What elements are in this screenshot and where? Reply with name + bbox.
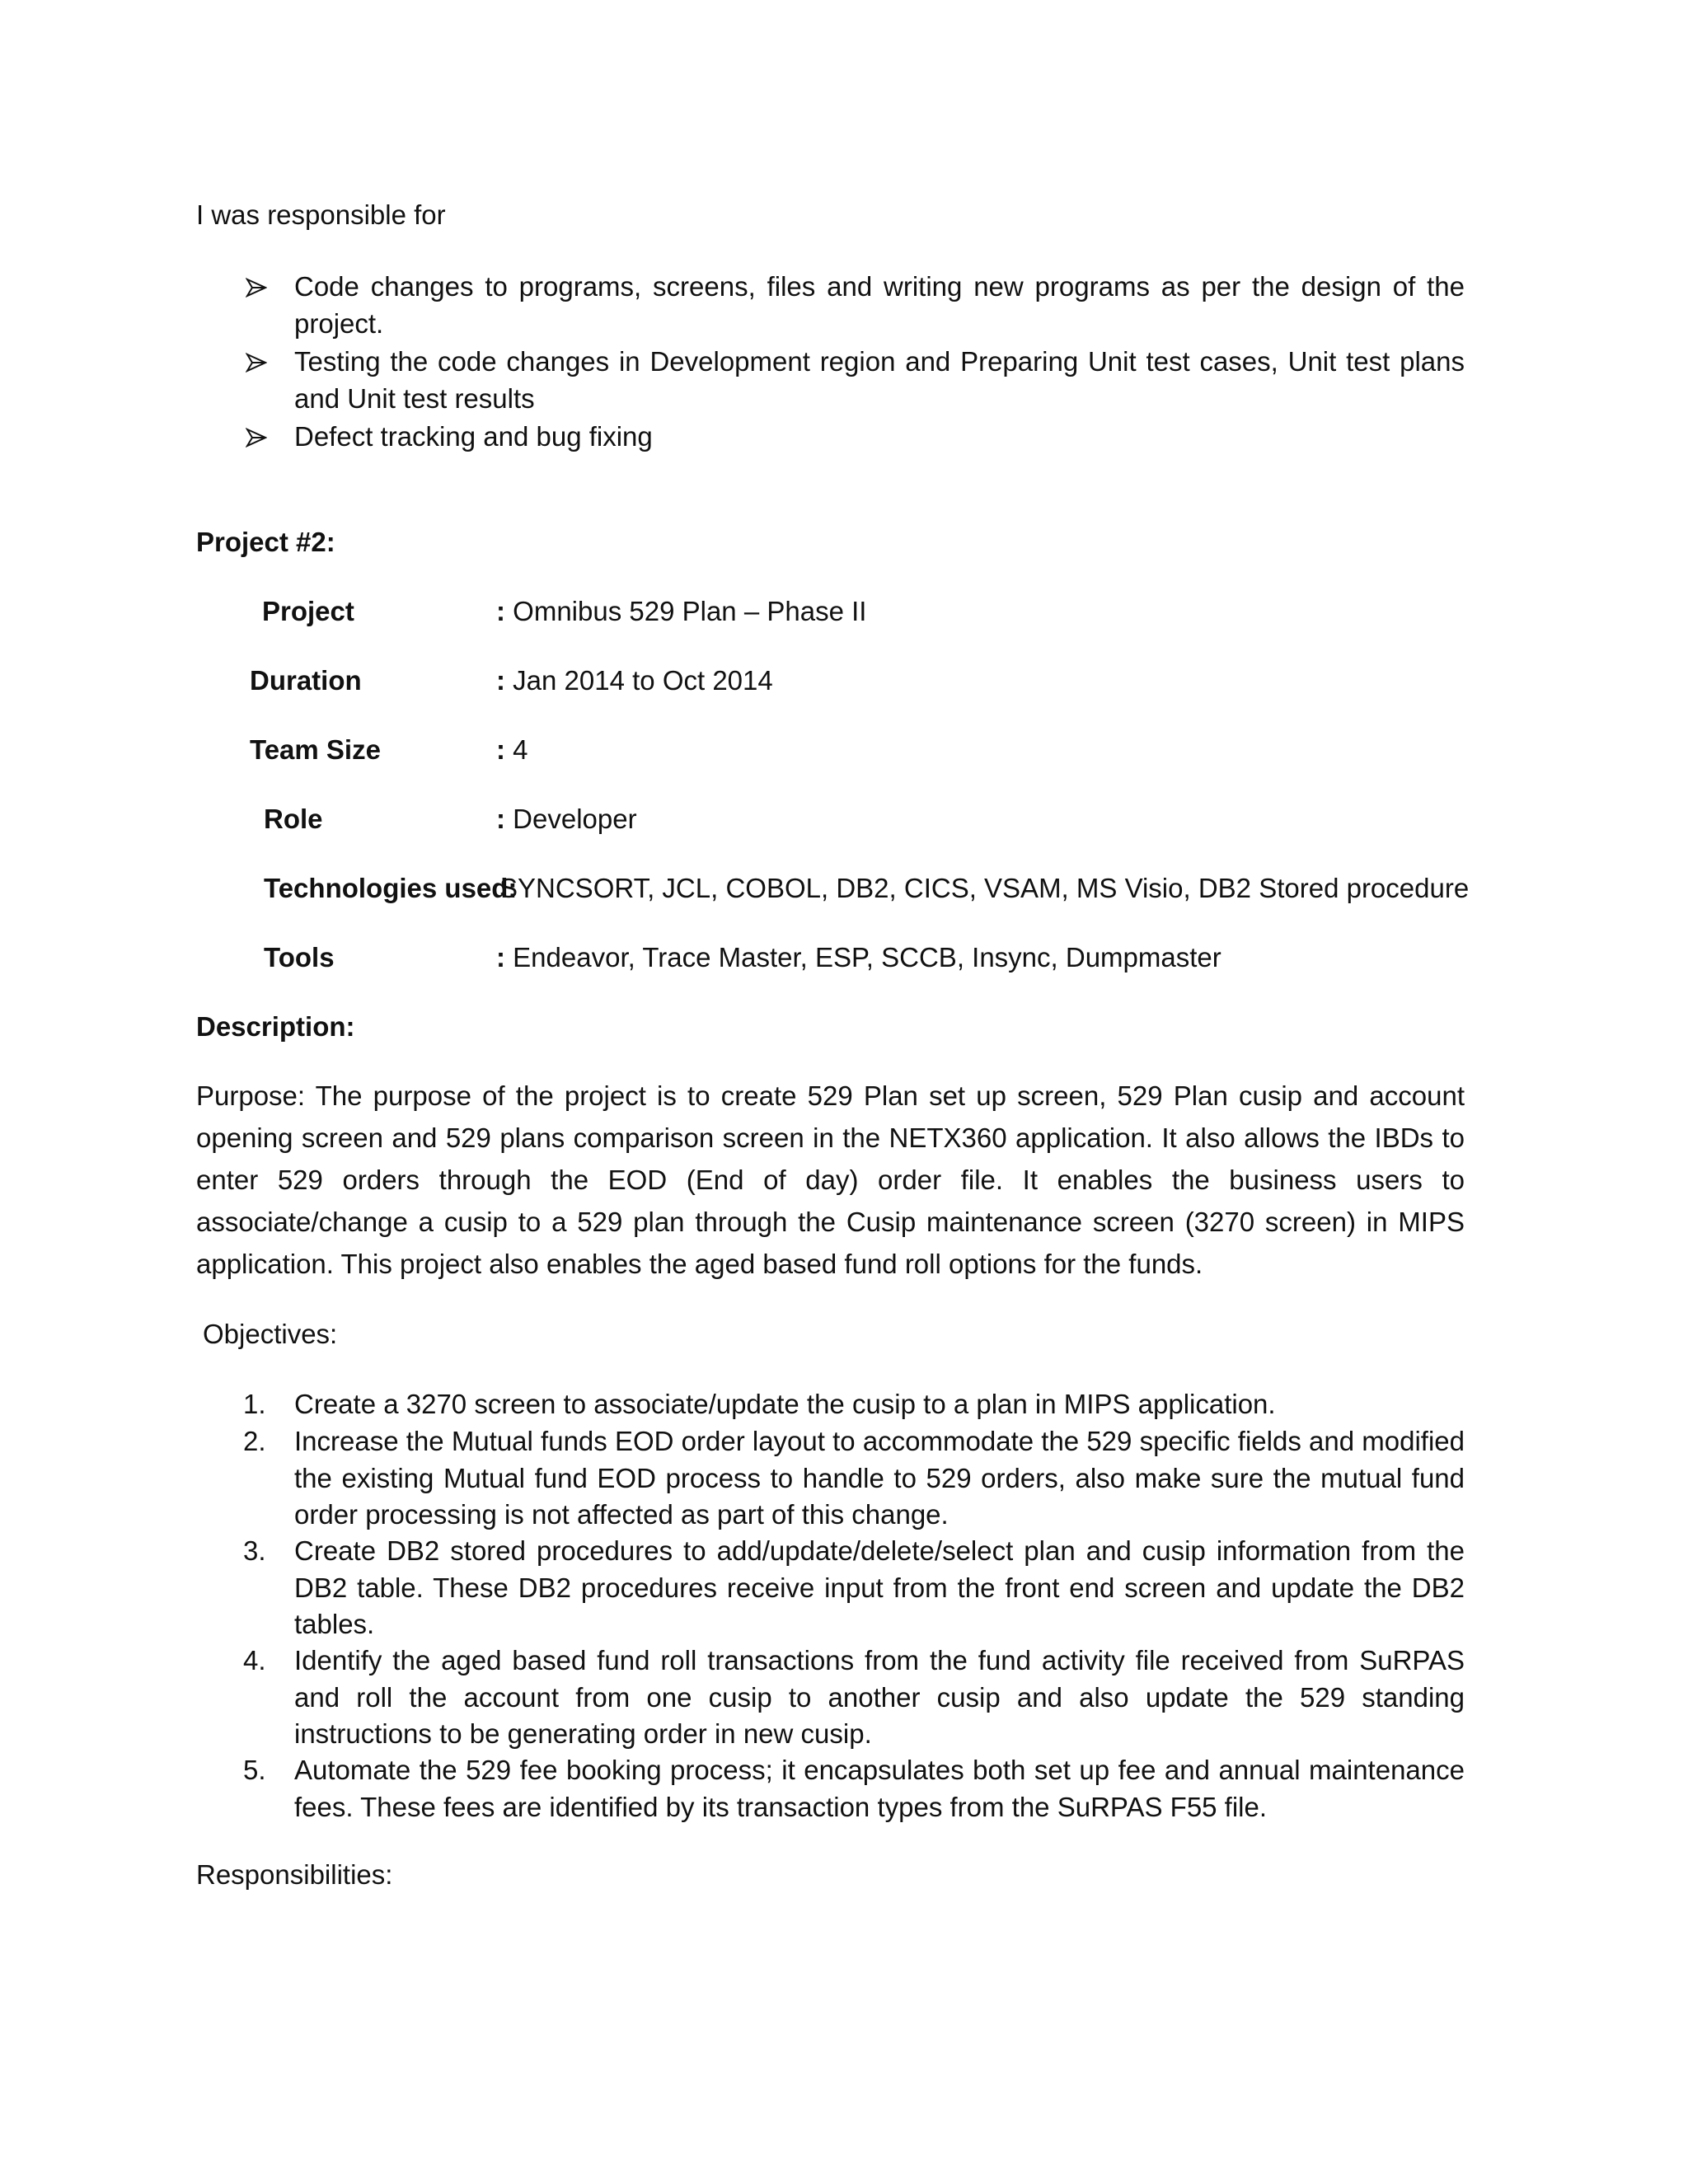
detail-value-team-size: : 4 — [496, 734, 528, 765]
responsibilities-heading: Responsibilities: — [196, 1859, 393, 1890]
arrowhead-bullet-icon — [246, 344, 270, 381]
purpose-paragraph: Purpose: The purpose of the project is to create 529 Plan set up screen, 529 Plan cusip and account opening screen and 529 plans comparison screen in the NETX360 application. It also allows the IBDs to enter 529 orders through the EOD (End of day) order file. It enables the business users to associate/change a cusip to a 529 plan through the Cusip maintenance screen (3270 screen) in MIPS application. This project also enables the aged based fund roll options for the funds. — [196, 1080, 1465, 1279]
objective-item: Identify the aged based fund roll transactions from the fund activity file received from SuRPAS and roll the account from one cusip to another cusip and also update the 529 standing instructions to be generating order in new cusip. — [294, 1645, 1465, 1749]
objective-item: Automate the 529 fee booking process; it encapsulates both set up fee and annual maintenance fees. These fees are identified by its transaction types from the SuRPAS F55 file. — [294, 1755, 1465, 1822]
bullet-item: Code changes to programs, screens, files and writing new programs as per the design of the project. — [294, 271, 1465, 339]
description-heading: Description: — [196, 1011, 355, 1042]
detail-value-duration: : Jan 2014 to Oct 2014 — [496, 665, 773, 696]
detail-key-role: Role — [264, 804, 323, 834]
list-number: 2. — [243, 1426, 266, 1456]
detail-key-technologies: Technologies used: — [264, 873, 518, 903]
detail-value-tools: : Endeavor, Trace Master, ESP, SCCB, Insync, Dumpmaster — [496, 942, 1221, 972]
list-number: 4. — [243, 1645, 266, 1675]
detail-key-team-size: Team Size — [250, 734, 381, 765]
objectives-heading: Objectives: — [203, 1319, 338, 1349]
detail-key-project: Project — [262, 596, 354, 626]
arrowhead-bullet-icon — [246, 269, 270, 306]
list-number: 3. — [243, 1535, 266, 1566]
arrowhead-bullet-icon — [246, 419, 270, 456]
project-heading: Project #2: — [196, 527, 335, 557]
objective-item: Create a 3270 screen to associate/update the cusip to a plan in MIPS application. — [294, 1389, 1276, 1419]
detail-key-tools: Tools — [264, 942, 335, 972]
detail-value-technologies: SYNCSORT, JCL, COBOL, DB2, CICS, VSAM, MS Visio, DB2 Stored procedure — [499, 873, 1470, 903]
intro-text: I was responsible for — [196, 199, 446, 230]
bullet-item: Defect tracking and bug fixing — [294, 421, 653, 452]
list-number: 1. — [243, 1389, 266, 1419]
bullet-item: Testing the code changes in Development region and Preparing Unit test cases, Unit test plans and Unit test results — [294, 346, 1465, 414]
detail-value-role: : Developer — [496, 804, 637, 834]
objective-item: Increase the Mutual funds EOD order layout to accommodate the 529 specific fields and modified the existing Mutual fund EOD process to handle to 529 orders, also make sure the mutual fund order processing is not affected as part of this change. — [294, 1426, 1465, 1530]
objective-item: Create DB2 stored procedures to add/update/delete/select plan and cusip information from the DB2 table. These DB2 procedures receive input from the front end screen and update the DB2 tables. — [294, 1535, 1465, 1639]
detail-value-project: : Omnibus 529 Plan – Phase II — [496, 596, 867, 626]
list-number: 5. — [243, 1755, 266, 1785]
detail-key-duration: Duration — [250, 665, 362, 696]
